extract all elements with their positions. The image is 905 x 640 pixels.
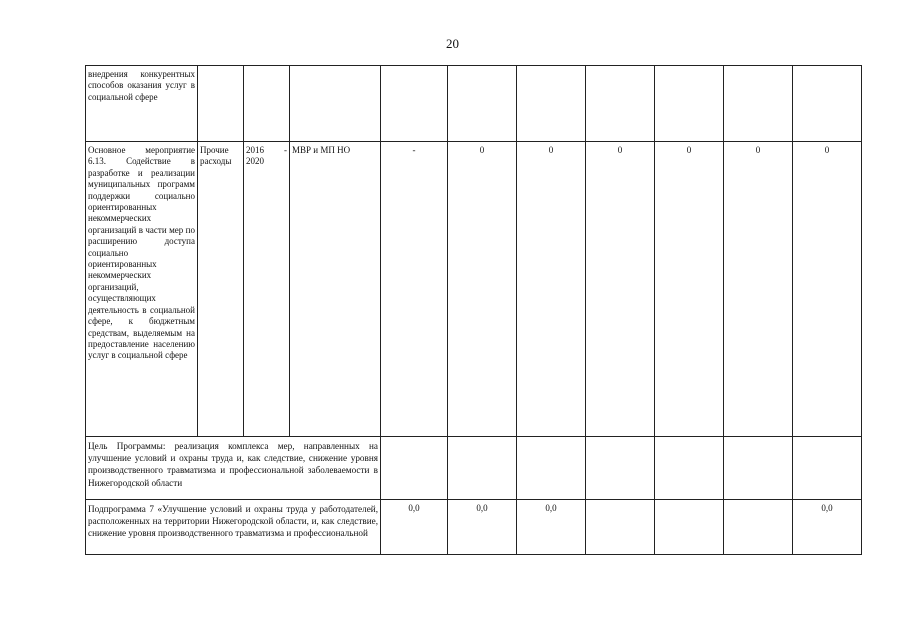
- table-cell: [793, 437, 862, 500]
- table-cell: [517, 437, 586, 500]
- subprogram-title-cell: Подпрограмма 7 «Улучшение условий и охраны труда у работодателей, расположенных на территории Нижегородской области, и, как следствие, снижение уровня производственного травматизма и профессиональной: [86, 500, 381, 555]
- value-cell: 0,0: [381, 500, 448, 555]
- value-cell: 0,0: [793, 500, 862, 555]
- table-row: [86, 500, 862, 555]
- program-goal-cell: Цель Программы: реализация комплекса мер, направленных на улучшение условий и охраны труда и, как следствие, снижение уровня производственного травматизма и профессиональной заболеваемости в Нижегородской области: [86, 437, 381, 500]
- value-cell: [586, 500, 655, 555]
- table-row: [86, 437, 862, 500]
- period-cell: 2016 - 2020: [244, 142, 290, 437]
- value-cell: 0,0: [448, 500, 517, 555]
- event-description-cell: внедрения конкурентных способов оказания услуг в социальной сфере: [86, 66, 198, 142]
- event-description-cell: Основное мероприятие 6.13. Содействие в разработке и реализации муниципальных программ поддержки социально ориентированных некоммерческих организаций в части мер по расширению доступа социально ориентированных некоммерческих организаций, осуществляющих деятельность в социальной сфере, к бюджетным средствам, выделяемым на предоставление населению услуг в социальной сфере: [86, 142, 198, 437]
- table-cell: [448, 66, 517, 142]
- value-cell: 0,0: [517, 500, 586, 555]
- table-cell: [724, 66, 793, 142]
- value-cell: 0: [586, 142, 655, 437]
- value-cell: [655, 500, 724, 555]
- table-cell: [655, 66, 724, 142]
- value-cell: [724, 500, 793, 555]
- value-cell: 0: [448, 142, 517, 437]
- value-cell: 0: [655, 142, 724, 437]
- table-cell: [381, 437, 448, 500]
- funding-source-cell: Прочие расходы: [198, 142, 244, 437]
- value-cell: -: [381, 142, 448, 437]
- table-cell: [793, 66, 862, 142]
- table-cell: [198, 66, 244, 142]
- value-cell: 0: [517, 142, 586, 437]
- table-cell: [381, 66, 448, 142]
- executor-cell: МВР и МП НО: [290, 142, 381, 437]
- table-row: [86, 66, 862, 142]
- table-cell: [517, 66, 586, 142]
- table-cell: [244, 66, 290, 142]
- table-cell: [448, 437, 517, 500]
- table-cell: [586, 66, 655, 142]
- value-cell: 0: [793, 142, 862, 437]
- program-table: [85, 65, 862, 555]
- table-cell: [724, 437, 793, 500]
- table-cell: [586, 437, 655, 500]
- value-cell: 0: [724, 142, 793, 437]
- page-number: 20: [446, 36, 459, 51]
- table-cell: [655, 437, 724, 500]
- table-cell: [290, 66, 381, 142]
- table-row: [86, 142, 862, 437]
